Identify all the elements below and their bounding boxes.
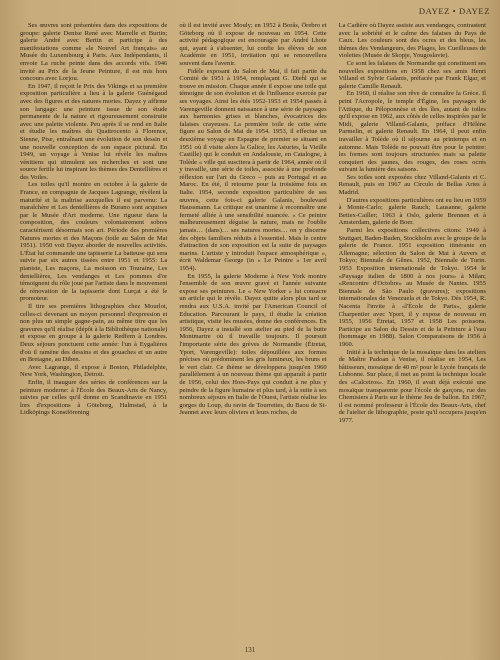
- paragraph: Ses toiles sont exposées chez Villand-Galanis et C. Renault, puis en 1967 au Círculo de Bellas Artes à Madrid.: [338, 173, 486, 197]
- paragraph: D'autres expositions particulières ont eu lieu en 1959 à Monte-Carlo; galerie Rauch; Lausanne, galerie Bettex-Cailler; 1963 à Oslo, galerie Brennen et à Amsterdam, galerie de Boer.: [338, 196, 486, 227]
- column-3: [339, 22, 486, 634]
- paragraph: Parmi les expositions collectives citons: 1949 à Stuttgart, Baden-Baden, Stockholm avec le groupe de la galerie de France. 1951 exposition itinérante en Allemagne; sélection du Salon de Mai à Auvers et Tokyo; Biennale de Gênes. 1952, Biennale de Turin. 1953 Exposition internationale de Tokyo. 1954 le «Paysage italien de 1800 à nos jours» à Milan; «Rencontre d'Octobre» au Musée de Nantes. 1955 Biennale de São Paulo (gravures); expositions internationales de Venezuela et de Tokyo. Dès 1954, R. Nacenta l'invite à «l'École de Paris», galerie Charpentier avec Yport, il y expose de nouveau en 1955, 1956 Étretat, 1957 et 1958 Les poissons. Participe au Salon du Dessin et de la Peinture à l'eau (hommage en 1988). Salon Comparaisons de 1956 à 1960.: [338, 227, 486, 348]
- paragraph: En 1947, il reçoit le Prix des Vikings et sa première exposition particulière a lieu à la galerie Guénégaud avec des figures et des natures mortes. Dayez y affirme son langage: une peinture issue de son étude permanente de la nature et rigoureusement construite avec une palette violente. Peu après il se rend en Italie et étudie les maîtres du Quattrocento à Florence, Sienne, Pise, entraînant une évolution de son dessin et une nouvelle conception de son espace pictural. En 1949, un voyage à Venise lui révèle les maîtres vénitiens qui stimulent ses recherches et sont une source fertile lui inspirant les thèmes des Dentellières et des Voiles.: [20, 82, 168, 181]
- paragraph: Les toiles qu'il montre en octobre à la galerie de France, en compagnie de Jacques Lagrange, révèlent la maturité et la maîtrise auxquelles il est parvenu: La maraîchère et Les dentellières de Burano sont acquises par le Musée d'Art moderne. Une rigueur dans la composition, des couleurs volontairement sobres caractérisent désormais son art. Période des premières Natures mortes et des Maçons (toile au Salon de Mai 1951). 1950 voit Dayez aborder de nouvelles activités. L'État lui commande une tapisserie La batteuse qui sera suivie par six autres tissées entre 1951 et 1955: La pianiste, Les maçons, La moisson en Touraine, Les dentellières, Les vendanges et Les pommes d'or témoignent du rôle joué par l'artiste dans le mouvement de rénovation de la tapisserie dont Lurçat a été le promoteur.: [20, 181, 168, 303]
- paragraph: La Cadière où Dayez assiste aux vendanges, contrastent avec la sobriété et le calme des falaises du Pays de Caux. Les couleurs sont des ocres et des bleus, les thèmes des Vendangeurs, des Plages, les Cueilleuses de violettes (Musée de Skopje, Yougoslavie).: [338, 22, 486, 60]
- paragraph: Initié à la technique de la mosaïque dans les ateliers de Maître Padoan à Venise, il réalise en 1954, Les bâtisseurs, mosaïque de 40 m² pour le Lycée français de Lisbonne. Sur place, il met au point la technique locale des «Calceiros». En 1960, il avait déjà exécuté une mosaïque transparente pour l'école de garçons, rue des Chemisiers à Paris sur le thème Jeu de ballon. En 1967, il est nommé professeur à l'École des Beaux-Arts, chef de l'atelier de lithographie, poste qu'il occupera jusqu'en 1977.: [338, 348, 486, 424]
- paragraph: En 1960, il réalise son rêve de connaître la Grèce. Il peint l'Acropole, le temple d'Égine, les paysages de l'Attique, du Péloponnèse et des îles, autant de toiles qu'il expose en 1962, aux côtés de celles inspirées par le Midi, galerie Villand-Galanis, préface d'Hélène Parmelin, et galerie Renault. En 1964, il peut enfin travailler à Tolède où il séjourne au printemps et en automne. Mais Tolède ne pouvait être pour le peintre: les formes sont toujours structurées mais sa palette conquiert des jaunes, des rouges, des roses ocrés suivant la lumière des saisons.: [338, 90, 486, 174]
- column-1: [20, 22, 167, 634]
- paragraph: Il tire ses premières lithographies chez Mourlot, celles-ci devenant un moyen personnel d'expression et non plus un simple gagne-pain, au même titre que les gravures qu'il réalise (dépôt à la Bibliothèque nationale) et expose en groupe à la galerie Redfern à Londres. Deux séjours ponctuent cette année: l'un à Eygalières d'où il ramène des dessins et des gouaches et un autre en Bretagne, au Diben.: [20, 302, 168, 364]
- text-columns: [20, 22, 486, 634]
- running-header: DAYEZ • DAYEZ: [418, 6, 490, 16]
- paragraph: où il est invité avec Mouly; en 1952 à Borâs, Örebro et Göteborg où il expose de nouveau en 1954. Cette activité pédagogique est encouragée par André Lhote qui, ayant à s'absenter, lui confie les élèves de son Académie en 1951, invitation qui se renouvellera souvent dans l'avenir.: [179, 22, 327, 67]
- paragraph: Avec Lagrange, il expose à Boston, Philadelphie, New York, Washington, Detroit.: [20, 363, 168, 379]
- paragraph: Ce sont les falaises de Normandie qui constituent ses nouvelles expositions en 1958 chez ses amis Henri Villand et Sylvie Galanis, préfacée par Frank Elgar, et galerie Camille Renault.: [338, 59, 486, 90]
- column-2: [179, 22, 326, 634]
- paragraph: Ses œuvres sont présentées dans des expositions de groupe: galerie Denise René avec Marrelle et Burtin; galerie André avec Bertin et participe à des manifestations comme «le Nouvel Art français» au Musée du Luxembourg à Paris. Aux Indépendants, il envoie La ruche peinte dans des accords vifs. 1946 invité au Prix de la Jeune Peinture, il est mis hors concours avec Lorjou.: [20, 22, 168, 83]
- page-number: 131: [244, 646, 256, 654]
- paragraph: Enfin, il inaugure des séries de conférences sur la peinture moderne: à l'École des Beaux-Arts de Nancy, suivies par celles qu'il donne en Scandinavie en 1951 lors d'expositions à Göteborg, Halmstad, à la Lidköpings Konstförening: [20, 378, 168, 417]
- paragraph: Fidèle exposant du Salon de Mai, il fait partie du Comité de 1951 à 1954, remplaçant G. Diehl qui se trouve en mission. Chaque année il expose une toile qui témoigne de son évolution et de l'influence exercée par ses voyages. Ainsi les étés 1952-1953 et 1954 passés à Varengeville donnent naissance à une série de paysages aux harmonies grises et blanches, évocatrices des falaises crayeuses. La première toile de cette série figure au Salon de Mai de 1954. 1953, il effectue un deuxième voyage en Espagne de premier se situant en 1951 où il visite alors la Galice, les Asturies, la Vieille Castille) qui le conduit en Andalousie, en Catalogne, à Tolède « ville qui suscitera à partir de 1964, année où il y travaille, une série de toiles, associée à une profonde réflexion sur l'art du Greco – puis au Portugal et au Maroc. En été, il retourne pour la troisième fois en Italie. 1954, seconde exposition particulière de ses œuvres, cette fois-ci galerie Galanis, boulevard Haussmann. La critique est unanime à reconnaître une fermeté alliée à une sensibilité nuancée. « Ce peintre malheureusement déguise la nature, mais ne l'oublie jamais… (dans)… ses natures mortes… on y discerne des objets familiers réduits à l'essentiel. Mais le centre d'attraction de son exposition est la suite de paysages marins. L'artiste y introduit l'espace atmosphérique », écrit Waldemar George (in « Le Peintre » 1er avril 1954).: [179, 67, 327, 272]
- paragraph: En 1955, la galerie Moderne à New York montre l'ensemble de son œuvre gravé et l'année suivante expose ses peintures. Le « New Yorker » lui consacre un article qui le révèle. Dayez quitte alors plus tard se rendra aux U.S.A. invité par l'American Council of Education. Parcourant le pays, il étudie la création artistique, visite les musées, donne des conférences. En 1956, Dayez a installé son atelier au pied de la butte Montmartre où il travaille toujours. Il poursuit l'importante série des grèves de Normandie (Étretat, Yport, Varengeville): toiles dépouillées aux formes précises où prédominent les gris lumineux, les bruns et le vert clair. Ce thème se développera jusqu'en 1960 parallèlement à un nouveau thème qui apparaît à partir de 1956, celui des Hors-Pays qui conduit à ne plus y peindre de la figure humaine et plus tard, à la suite à ses nombreux séjours en Italie de l'Ouest, l'artiste réalise les gorges du Loup, du ravin de Tourrettes, du Baou de St-Jeannet avec leurs oliviers et leurs roches, de: [179, 272, 327, 417]
